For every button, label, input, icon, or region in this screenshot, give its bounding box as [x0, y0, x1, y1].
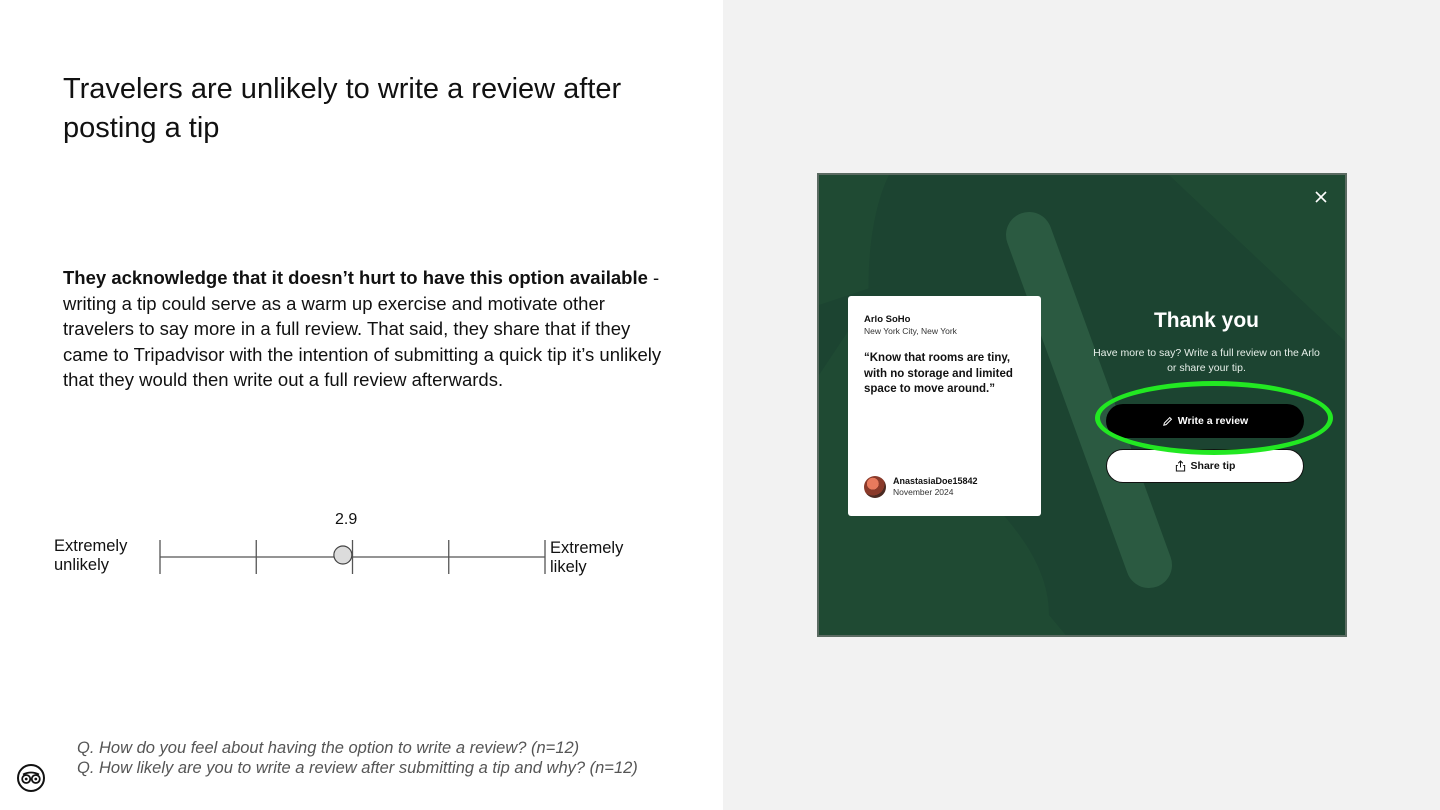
author-date: November 2024	[893, 487, 954, 497]
avatar	[864, 476, 886, 498]
footnote	[77, 738, 638, 778]
body-bold-text: They acknowledge that it doesn’t hurt to have this option available	[63, 267, 648, 288]
thank-you-modal	[817, 173, 1347, 637]
write-review-label: Write a review	[1177, 415, 1249, 427]
modal-subtitle: Have more to say? Write a full review on the Arlo or share your tip.	[1093, 347, 1320, 374]
likelihood-scale	[150, 530, 550, 580]
modal-title: Thank you	[1153, 309, 1259, 332]
author-name: AnastasiaDoe15842	[893, 476, 978, 486]
footnote-line-2: Q. How likely are you to write a review after submitting a tip and why? (n=12)	[77, 759, 638, 777]
tip-author	[864, 475, 978, 498]
slide-body-text	[63, 265, 663, 393]
scale-right-label: Extremely likely	[550, 539, 624, 576]
share-icon	[1175, 460, 1186, 472]
tip-quote: “Know that rooms are tiny, with no storage and limited space to move around.”	[864, 352, 1013, 395]
slide-title: Travelers are unlikely to write a review after posting a tip	[63, 73, 622, 144]
footnote-line-1: Q. How do you feel about having the option to write a review? (n=12)	[77, 739, 580, 757]
scale-value-label: 2.9	[335, 511, 358, 528]
write-review-button[interactable]	[1106, 404, 1304, 438]
share-tip-button[interactable]	[1106, 449, 1304, 483]
body-rest-text: - writing a tip could serve as a warm up exercise and motivate other travelers to say more in a full review. That said, they share that if they came to Tripadvisor with the intention of submitting a quick tip it’s unlikely that they would then write out a full review afterwards.	[63, 267, 662, 391]
tip-hotel-name: Arlo SoHo	[864, 314, 911, 325]
tip-location: New York City, New York	[864, 326, 957, 336]
tripadvisor-owl-icon	[17, 764, 45, 792]
tip-card	[848, 296, 1041, 516]
scale-left-label: Extremely unlikely	[54, 537, 128, 574]
close-icon[interactable]	[1311, 187, 1331, 207]
scale-marker	[334, 546, 352, 564]
share-tip-label: Share tip	[1190, 460, 1236, 472]
pencil-icon	[1162, 416, 1173, 427]
